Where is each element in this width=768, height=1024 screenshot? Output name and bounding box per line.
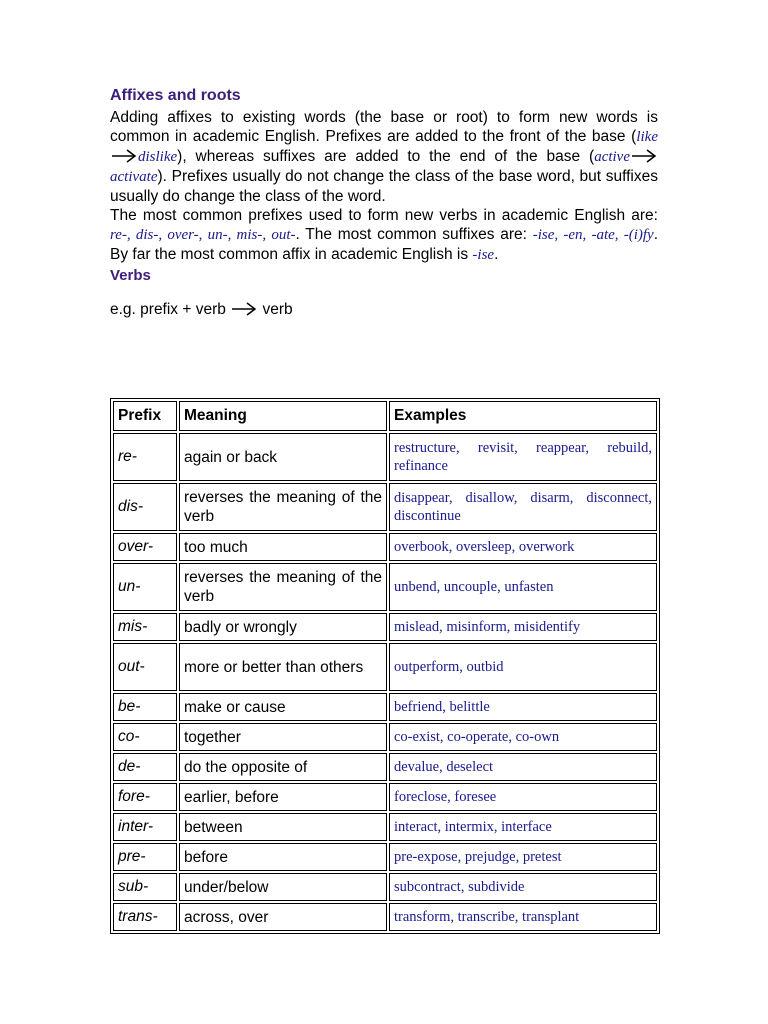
intro-text-2: ), whereas suffixes are added to the end of the base ( (177, 148, 595, 165)
prefix-cell: co- (113, 723, 177, 751)
meaning-cell: before (179, 843, 387, 871)
document-page (110, 84, 658, 320)
example-dislike: dislike (138, 149, 178, 165)
table-row (113, 693, 657, 721)
meaning-cell: between (179, 813, 387, 841)
prefix-list: re-, dis-, over-, un-, mis-, out- (110, 227, 296, 243)
prefix-cell: un- (113, 563, 177, 611)
prefix-cell: mis- (113, 613, 177, 641)
suffix-list: -ise, -en, -ate, -(i)fy (532, 227, 654, 243)
page-title: Affixes and roots (110, 87, 241, 104)
prefix-cell: trans- (113, 903, 177, 931)
table-row (113, 643, 657, 691)
meaning-cell: again or back (179, 433, 387, 481)
prefix-cell: re- (113, 433, 177, 481)
affix-text-2: . The most common suffixes are: (295, 226, 527, 243)
table-row (113, 873, 657, 901)
example-active: active (594, 149, 630, 165)
affix-text-1: The most common prefixes used to form new verbs in academic English are: (110, 207, 658, 224)
table-row (113, 903, 657, 931)
meaning-cell: badly or wrongly (179, 613, 387, 641)
header-meaning: Meaning (179, 401, 387, 431)
examples-cell: foreclose, foresee (389, 783, 657, 811)
meaning-cell: reverses the meaning of the verb (179, 563, 387, 611)
table-row (113, 813, 657, 841)
table-row (113, 483, 657, 531)
meaning-cell: reverses the meaning of the verb (179, 483, 387, 531)
prefix-cell: fore- (113, 783, 177, 811)
common-affixes-paragraph (110, 206, 658, 265)
header-prefix: Prefix (113, 401, 177, 431)
examples-cell: subcontract, subdivide (389, 873, 657, 901)
formula-right: verb (262, 301, 293, 318)
table-row (113, 753, 657, 781)
prefix-cell: sub- (113, 873, 177, 901)
prefix-cell: de- (113, 753, 177, 781)
table-row (113, 563, 657, 611)
header-examples: Examples (389, 401, 657, 431)
right-arrow-icon (111, 149, 137, 163)
examples-cell: restructure, revisit, reappear, rebuild, refinance (389, 433, 657, 481)
examples-cell: outperform, outbid (389, 643, 657, 691)
affix-text-3: . By far the most common affix in academic English is (110, 226, 659, 263)
table-row (113, 723, 657, 751)
prefix-cell: inter- (113, 813, 177, 841)
table-row (113, 843, 657, 871)
intro-paragraph (110, 108, 658, 206)
examples-cell: unbend, uncouple, unfasten (389, 563, 657, 611)
prefix-cell: out- (113, 643, 177, 691)
intro-text-3: ). Prefixes usually do not change the class of the base word, but suffixes usually do change the class of the word. (110, 168, 658, 205)
examples-cell: interact, intermix, interface (389, 813, 657, 841)
meaning-cell: under/below (179, 873, 387, 901)
prefix-cell: over- (113, 533, 177, 561)
meaning-cell: more or better than others (179, 643, 387, 691)
example-activate: activate (110, 169, 158, 185)
examples-cell: pre-expose, prejudge, pretest (389, 843, 657, 871)
meaning-cell: do the opposite of (179, 753, 387, 781)
intro-text-1: Adding affixes to existing words (the base or root) to form new words is common in academic English. Prefixes are added to the front of the base ( (110, 109, 658, 145)
table-header-row (113, 401, 657, 431)
example-like: like (636, 129, 658, 145)
prefix-cell: pre- (113, 843, 177, 871)
meaning-cell: too much (179, 533, 387, 561)
affix-text-4: . (494, 246, 499, 263)
meaning-cell: across, over (179, 903, 387, 931)
table-row (113, 533, 657, 561)
meaning-cell: earlier, before (179, 783, 387, 811)
table-row (113, 433, 657, 481)
right-arrow-icon (231, 302, 257, 316)
examples-cell: co-exist, co-operate, co-own (389, 723, 657, 751)
meaning-cell: together (179, 723, 387, 751)
example-formula (110, 300, 658, 320)
verbs-heading: Verbs (110, 267, 151, 284)
formula-left: e.g. prefix + verb (110, 301, 226, 318)
right-arrow-icon (631, 149, 657, 163)
examples-cell: transform, transcribe, transplant (389, 903, 657, 931)
examples-cell: befriend, belittle (389, 693, 657, 721)
examples-cell: overbook, oversleep, overwork (389, 533, 657, 561)
top-affix: -ise (472, 247, 495, 263)
prefix-cell: be- (113, 693, 177, 721)
meaning-cell: make or cause (179, 693, 387, 721)
table-row (113, 613, 657, 641)
examples-cell: devalue, deselect (389, 753, 657, 781)
prefix-table (110, 398, 660, 934)
prefix-cell: dis- (113, 483, 177, 531)
examples-cell: disappear, disallow, disarm, disconnect, discontinue (389, 483, 657, 531)
examples-cell: mislead, misinform, misidentify (389, 613, 657, 641)
table-row (113, 783, 657, 811)
